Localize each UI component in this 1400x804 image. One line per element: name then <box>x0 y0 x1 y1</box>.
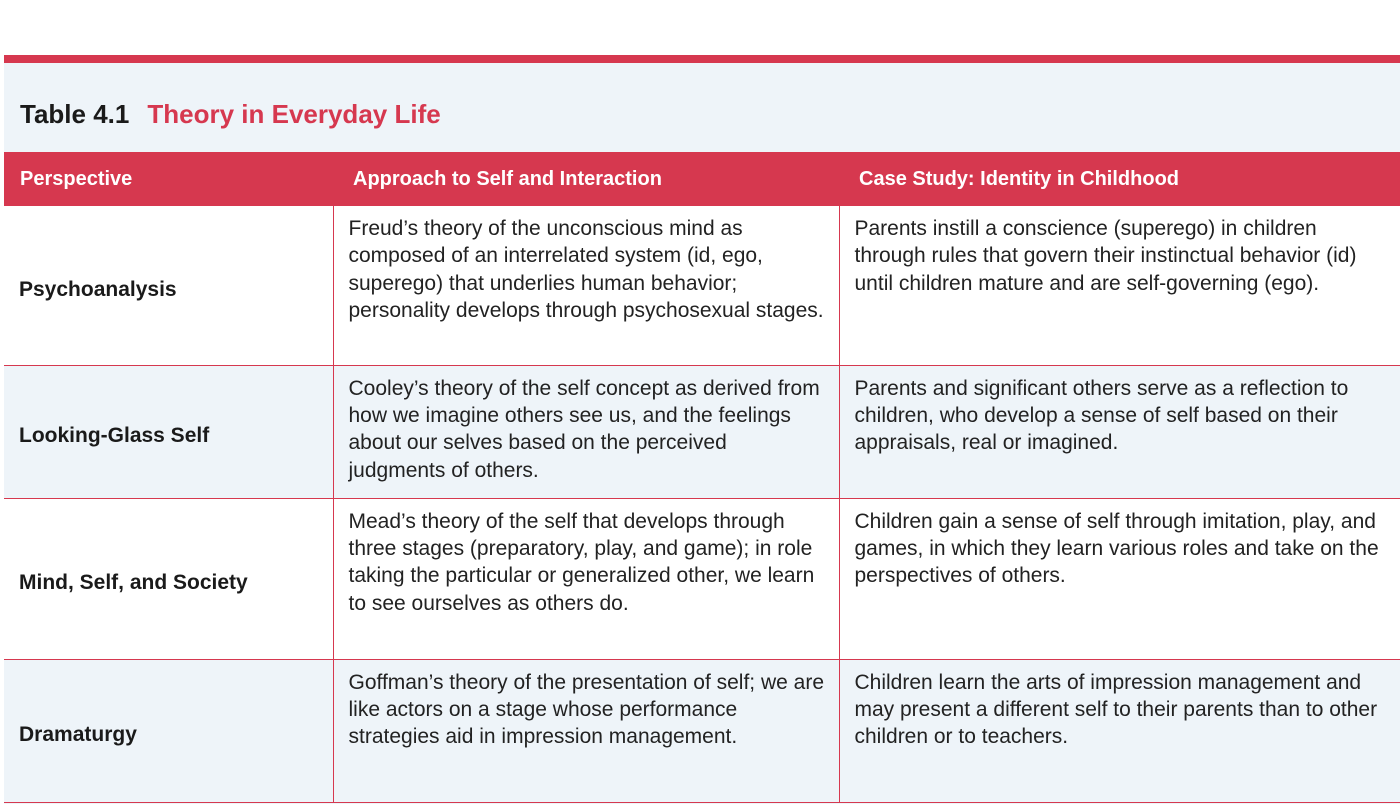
table-number: Table 4.1 <box>20 99 130 129</box>
row-perspective: Psychoanalysis <box>4 206 333 365</box>
row-approach: Cooley’s theory of the self concept as derived from how we imagine others see us, and the feelings about our selves based on the perceived judgments of others. <box>333 365 839 498</box>
row-case-study: Children learn the arts of impression management and may present a different self to their parents than to other children or to teachers. <box>839 659 1400 802</box>
row-perspective: Looking-Glass Self <box>4 365 333 498</box>
table-row <box>4 206 1400 365</box>
row-perspective: Dramaturgy <box>4 659 333 802</box>
table-caption <box>20 96 441 132</box>
table-row <box>4 365 1400 498</box>
table-title: Theory in Everyday Life <box>147 99 441 129</box>
header-approach: Approach to Self and Interaction <box>333 152 839 206</box>
header-case-study: Case Study: Identity in Childhood <box>839 152 1400 206</box>
row-approach: Freud’s theory of the unconscious mind as composed of an interrelated system (id, ego, superego) that underlies human behavior; personality develops through psychosexual stages. <box>333 206 839 365</box>
row-approach: Mead’s theory of the self that develops through three stages (preparatory, play, and game); in role taking the particular or generalized other, we learn to see ourselves as others do. <box>333 498 839 659</box>
table-row <box>4 659 1400 802</box>
row-case-study: Parents instill a conscience (superego) in children through rules that govern their instinctual behavior (id) until children mature and are self-governing (ego). <box>839 206 1400 365</box>
theory-table <box>4 152 1400 803</box>
header-perspective: Perspective <box>4 152 333 206</box>
table-row <box>4 498 1400 659</box>
row-case-study: Children gain a sense of self through imitation, play, and games, in which they learn various roles and take on the perspectives of others. <box>839 498 1400 659</box>
row-perspective: Mind, Self, and Society <box>4 498 333 659</box>
header-row <box>4 152 1400 206</box>
row-case-study: Parents and significant others serve as a reflection to children, who develop a sense of self based on their appraisals, real or imagined. <box>839 365 1400 498</box>
row-approach: Goffman’s theory of the presentation of self; we are like actors on a stage whose performance strategies aid in impression management. <box>333 659 839 802</box>
top-accent-rule <box>4 55 1400 63</box>
